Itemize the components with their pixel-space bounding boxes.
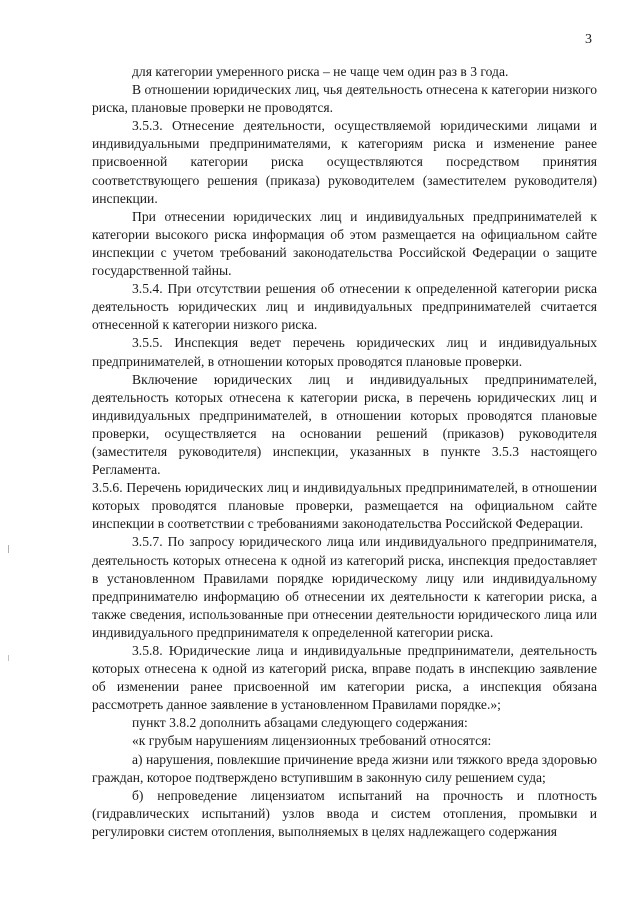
paragraph-low-risk: В отношении юридических лиц, чья деятельность отнесена к категории низкого риска, плановые проверки не проводятся. bbox=[92, 82, 597, 116]
paragraph-risk-moderate: для категории умеренного риска – не чаще чем один раз в 3 года. bbox=[132, 64, 509, 79]
paragraph-3-5-7: 3.5.7. По запросу юридического лица или индивидуального предпринимателя, деятельность которых отнесена к одной из категорий риска, инспекция предоставляет в установленном Правилами порядке юридическому лицу или индивидуальному предпринимателю информацию об отнесении их деятельности к категории риска, а также сведения, использованные при отнесении деятельности юридического лица или индивидуального предпринимателя к определенной категории риска. bbox=[92, 534, 597, 640]
paragraph-gross-violations: «к грубым нарушениям лицензионных требований относятся: bbox=[132, 733, 492, 749]
paragraph-high-risk-info: При отнесении юридических лиц и индивидуальных предпринимателей к категории высокого риска информация об этом размещается на официальном сайте инспекции с учетом требований законодательства Российской Федерации о защите государственной тайны. bbox=[92, 208, 597, 279]
scan-margin-mark bbox=[8, 545, 9, 553]
paragraph-3-5-6: 3.5.6. Перечень юридических лиц и индивидуальных предпринимателей, в отношении которых проводятся плановые проверки, размещается на официальном сайте инспекции в соответствии с требованиями законодательства Российской Федерации. bbox=[92, 480, 597, 532]
scan-margin-mark bbox=[8, 655, 9, 661]
paragraph-inclusion: Включение юридических лиц и индивидуальных предпринимателей, деятельность которых отнесена к категории риска, в перечень юридических лиц и индивидуальных предпринимателей, в отношении которых проводятся плановые проверки, осуществляется на основании решений (приказов) руководителя (заместителя руководителя) инспекции, указанных в пункте 3.5.3 настоящего Регламента. bbox=[92, 371, 597, 478]
paragraph-3-5-4: 3.5.4. При отсутствии решения об отнесении к определенной категории риска деятельность юридических лиц и индивидуальных предпринимателей считается отнесенной к категории низкого риска. bbox=[92, 281, 597, 333]
paragraph-item-b: б) непроведение лицензиатом испытаний на прочность и плотность (гидравлических испытаний) узлов ввода и систем отопления, промывки и регулировки систем отопления, выполняемых в целях надлежащего содержания bbox=[92, 787, 597, 839]
paragraph-item-a: а) нарушения, повлекшие причинение вреда жизни или тяжкого вреда здоровью граждан, которое подтверждено вступившим в законную силу решением суда; bbox=[92, 751, 597, 785]
paragraph-3-8-2: пункт 3.8.2 дополнить абзацами следующего содержания: bbox=[132, 715, 468, 731]
document-body bbox=[92, 63, 597, 841]
paragraph-3-5-3: 3.5.3. Отнесение деятельности, осуществляемой юридическими лицами и индивидуальными предпринимателями, к категориям риска и изменение ранее присвоенной категории риска осуществляются посредством принятия соответствующего решения (приказа) руководителем (заместителем руководителя) инспекции. bbox=[92, 118, 597, 206]
paragraph-3-5-8: 3.5.8. Юридические лица и индивидуальные предприниматели, деятельность которых отнесена к одной из категорий риска, вправе подать в инспекцию заявление об изменении ранее присвоенной им категории риска, а инспекция обязана рассмотреть данное заявление в установленном Правилами порядке.»; bbox=[92, 643, 597, 713]
page-number: 3 bbox=[585, 32, 592, 47]
paragraph-3-5-5: 3.5.5. Инспекция ведет перечень юридических лиц и индивидуальных предпринимателей, в отношении которых проводятся плановые проверки. bbox=[92, 335, 597, 369]
